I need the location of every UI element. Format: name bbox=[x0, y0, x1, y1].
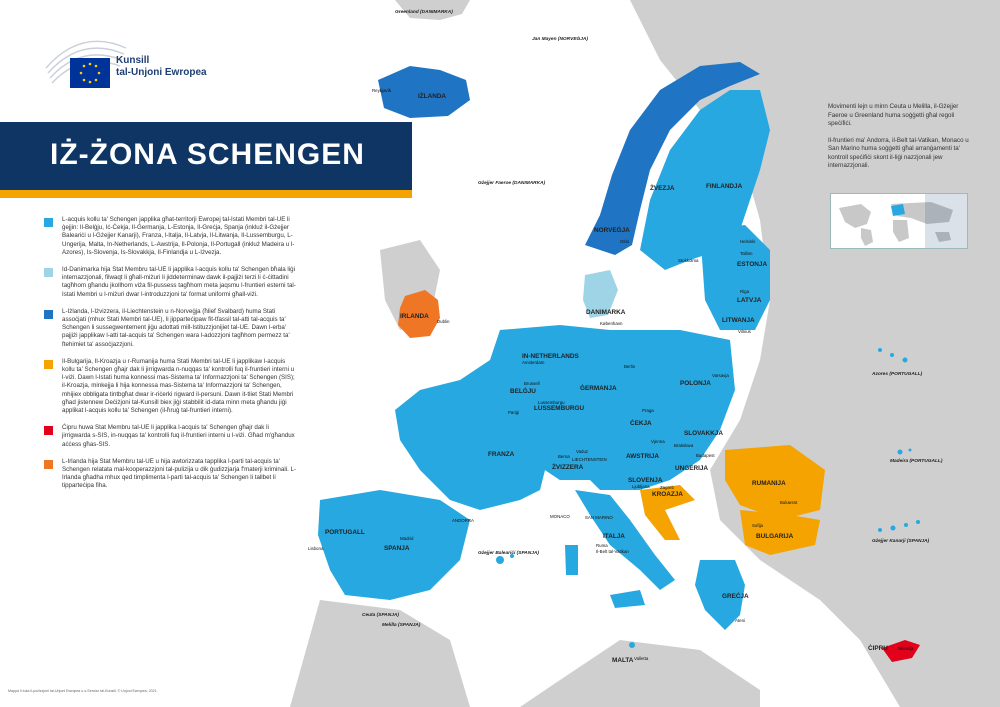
capital-madrid: Madrid bbox=[400, 536, 414, 541]
territory-melilla: Melilla (SPANJA) bbox=[382, 623, 421, 628]
territory-baleares: Gżejjer Baleariċi (SPANJA) bbox=[478, 551, 539, 556]
territory-faeroe: Gżejjer Faeroe (DANIMARKA) bbox=[478, 181, 546, 186]
label-sweden: ŻVEZJA bbox=[650, 185, 675, 192]
inset-europe-highlight bbox=[891, 204, 905, 216]
capital-oslo: Oslo bbox=[620, 239, 630, 244]
capital-vienna: Vjenna bbox=[651, 439, 665, 444]
capital-prague: Praga bbox=[642, 408, 654, 413]
territory-greenland: Greenland (DANIMARKA) bbox=[395, 10, 453, 15]
territory-canaries: Gżejjer Kanarji (SPANJA) bbox=[872, 539, 930, 544]
territory-madeira: Madeira (PORTUGALL) bbox=[890, 459, 943, 464]
capital-helsinki: Helsinki bbox=[740, 239, 756, 244]
label-belgium: BELĠJU bbox=[510, 388, 536, 395]
org-line-2: tal-Unjoni Ewropea bbox=[116, 67, 207, 78]
title-accent bbox=[0, 190, 412, 198]
label-czechia: ĊEKJA bbox=[630, 420, 652, 427]
label-luxembourg: LUSSEMBURGU bbox=[534, 405, 585, 412]
sicily-shape bbox=[610, 590, 645, 608]
legend-swatch bbox=[44, 460, 53, 469]
label-vatican: Il-Belt tal-Vatikan bbox=[596, 549, 629, 554]
capital-bucharest: Bukarest bbox=[780, 500, 798, 505]
capital-nicosia: Nikosija bbox=[898, 646, 914, 651]
label-germany: ĠERMANJA bbox=[580, 385, 617, 392]
capital-amsterdam: Amsterdam bbox=[522, 360, 545, 365]
label-monaco: MONACO bbox=[550, 514, 570, 519]
label-andorra: ANDORRA bbox=[452, 518, 474, 523]
capital-vaduz: Vaduz bbox=[576, 449, 589, 454]
baleares-island bbox=[496, 556, 504, 564]
capital-tallinn: Tallinn bbox=[740, 251, 753, 256]
capital-berlin: Berlin bbox=[624, 364, 636, 369]
legend-swatch bbox=[44, 360, 53, 369]
capital-dublin: Dublin bbox=[437, 319, 450, 324]
label-netherlands: IN-NETHERLANDS bbox=[522, 353, 579, 360]
legend-swatch bbox=[44, 268, 53, 277]
label-hungary: UNGERIJA bbox=[675, 465, 709, 472]
capital-paris: Pariġi bbox=[508, 410, 520, 415]
capital-sofia: Sofija bbox=[752, 523, 763, 528]
label-italy: ITALJA bbox=[603, 533, 625, 540]
side-notes bbox=[828, 103, 978, 179]
legend-item-partial bbox=[40, 358, 296, 415]
capital-warsaw: Varsavja bbox=[712, 373, 729, 378]
capital-lisbon: Lisbona bbox=[308, 546, 324, 551]
label-greece: GREĊJA bbox=[722, 593, 749, 600]
legend-item-associated bbox=[40, 308, 296, 349]
label-malta: MALTA bbox=[612, 657, 634, 664]
page-title: IŻ-ŻONA SCHENGEN bbox=[50, 138, 365, 171]
capital-copenhagen: København bbox=[600, 321, 623, 326]
capital-bern: Berna bbox=[558, 454, 570, 459]
label-latvia: LATVJA bbox=[737, 297, 762, 304]
org-name bbox=[116, 55, 236, 79]
label-spain: SPANJA bbox=[384, 545, 410, 552]
malta-shape bbox=[629, 642, 635, 648]
legend-item-ireland bbox=[40, 458, 296, 491]
legend-text: L-acquis kollu ta' Schengen japplika għat-territorji Ewropej tal-Istati Membri tal-UE li ġejjin: Il-Belġju, Iċ-Ċekja, Il-Ġermanja, L-Estonja, Il-Greċja, Spanja (inkluż il-Gżejjer Baleariċi u l-Gżejjer Kanarji), Franza, l-Italja, Il-Latvja, Il-Litwanja, Il-Lussemburgu, L-Ungerija, Malta, In-Netherlands, L-Awstrija, Il-Polonja, Il-Portugall (inkluż Madeira u l-Azores), Is-Slovenja, Is-Slovakkja, Il-Finlandja u L-Iżvezja. bbox=[62, 216, 295, 256]
territory-azores: Azores (PORTUGALL) bbox=[872, 372, 923, 377]
org-line-1: Kunsill bbox=[116, 55, 150, 66]
label-romania: RUMANIJA bbox=[752, 480, 786, 487]
legend-text: Id-Danimarka hija Stat Membru tal-UE li japplika l-acquis kollu ta' Schengen bħala liġi internazzjonali, filwaqt li għall-miżuri li jiddeterminaw dawk il-pajjiżi terzi li ċ-ċittadini tagħhom għandu jkollhom viża fil-pussess tagħhom meta jaqsmu l-fruntieri esterni tal-Istati Membri u l-miżuri dwar l-introduzzjoni ta' format uniformi għall-viżi. bbox=[62, 266, 296, 298]
capital-budapest: Budapest bbox=[696, 453, 715, 458]
sardinia-shape bbox=[565, 545, 578, 575]
label-liechtenstein: LIECHTENSTEIN bbox=[572, 457, 607, 462]
capital-luxembourg: Lussemburgu bbox=[538, 400, 565, 405]
capital-vilnius: Vilnius bbox=[738, 329, 751, 334]
legend-item-schengen bbox=[40, 216, 296, 257]
capital-zagreb: Zagreb bbox=[660, 485, 674, 490]
label-san-marino: SAN MARINO bbox=[585, 515, 613, 520]
baltics-shape bbox=[700, 225, 770, 330]
capital-riga: Riga bbox=[740, 289, 750, 294]
label-ireland: IRLANDA bbox=[400, 313, 429, 320]
canary-island bbox=[878, 528, 882, 532]
label-poland: POLONJA bbox=[680, 380, 711, 387]
capital-athens: Ateni bbox=[735, 618, 746, 623]
legend-text: L-Irlanda hija Stat Membru tal-UE u hija awtorizzata tapplika l-parti tal-acquis ta' Schengen relatata mal-kooperazzjoni tal-pulizija u dik ġudizzjarja f'materji kriminali. L-Irlanda għadha mhux qed timplimenta l-parti tal-acquis ta' Schengen li tallbet li tipparteċipa fiha. bbox=[62, 457, 297, 490]
world-inset-map bbox=[830, 193, 968, 249]
label-lithuania: LITWANJA bbox=[722, 317, 755, 324]
territory-ceuta: Ceuta (SPANJA) bbox=[362, 613, 399, 618]
legend-swatch bbox=[44, 426, 53, 435]
legend-swatch bbox=[44, 310, 53, 319]
label-slovenia: SLOVENJA bbox=[628, 477, 663, 484]
capital-reykjavik: Reykjavík bbox=[372, 88, 392, 93]
label-slovakia: SLOVAKKJA bbox=[684, 430, 723, 437]
capital-bratislava: Bratislava bbox=[674, 443, 694, 448]
label-portugal: PORTUGALL bbox=[325, 529, 365, 536]
legend-text: Ċipru huwa Stat Membru tal-UE li japplika l-acquis ta' Schengen għajr dak li jirrigwarda s-SIS, in-nuqqas ta' kontrolli fuq il-fruntieri interni u l-viżi. Għad m'għandux aċċess għas-SIS. bbox=[62, 424, 295, 448]
capital-brussels: Brussell bbox=[524, 381, 540, 386]
label-norway: NORVEĠJA bbox=[594, 227, 630, 234]
capital-valletta: Valletta bbox=[634, 656, 649, 661]
capital-ljubljana: Ljubljana bbox=[632, 484, 650, 489]
label-cyprus: ĊIPRU bbox=[868, 645, 888, 652]
legend-text: L-Iżlanda, l-Iżvizzera, il-Liechtenstein u n-Norveġja (ħlief Svalbard) huma Stati assoċjati (mhux Stati Membri tal-UE), li jipparteċipaw fit-tfassil tal-atti tal-acquis ta' Schengen li sussegwentement jiġu adottati mill-Istituzzjonijiet tal-UE. Dawn l-erba' pajjiżi japplikaw l-atti tal-acquis ta' Schengen wara l-adozzjoni tagħhom permezz ta' ftehimiet ta' assoċjazzjoni. bbox=[62, 307, 290, 348]
label-denmark: DANIMARKA bbox=[586, 309, 626, 316]
legend-item-denmark bbox=[40, 266, 296, 299]
iceland-shape bbox=[378, 66, 470, 118]
note-ceuta-melilla: Movimenti lejn u minn Ceuta u Melilla, il-Gżejjer Faeroe u Greenland huma soġġetti għal regoli speċifiċi. bbox=[828, 103, 959, 127]
eu-flag-icon bbox=[70, 58, 110, 88]
label-switzerland: ŻVIZZERA bbox=[552, 464, 584, 471]
azores-island bbox=[878, 348, 882, 352]
legend bbox=[40, 216, 296, 500]
madeira-island bbox=[898, 450, 903, 455]
label-croatia: KROAZJA bbox=[652, 491, 683, 498]
label-finland: FINLANDJA bbox=[706, 183, 743, 190]
label-iceland: IŻLANDA bbox=[418, 93, 447, 100]
note-microstates: Il-fruntieri ma' Andorra, il-Belt tal-Vatikan, Monaco u San Marino huma soġġetti għal arranġamenti ta' kontroll speċifiċi skont il-liġi nazzjonali jew internazzjonali. bbox=[828, 136, 969, 169]
capital-stockholm: Stokkolma bbox=[678, 258, 699, 263]
territory-jan-mayen: Jan Mayen (NORVEĠJA) bbox=[532, 37, 588, 42]
footer-credits: Mappa li tuża il-pożizzjoni tal-Unjoni Ewropea u s-Servizz tal-Kunsill. © Unjoni Ewropea, 2021. bbox=[8, 689, 158, 693]
label-france: FRANZA bbox=[488, 451, 515, 458]
legend-text: Il-Bulgarija, Il-Kroazja u r-Rumanija huma Stati Membri tal-UE li japplikaw l-acquis kollu ta' Schengen għajr dak li jirrigwarda n-nuqqas ta' kontrolli fuq il-fruntieri interni u l-viżi. Dawn l-Istati huma konnessi mas-Sistema ta' Informazzjoni ta' Schengen (SIS); il-Kroazja, minkejja li hija konnessa mas-Sistema ta' Informazzjoni ta' Schengen, mhijiex obbligata tintbgħat dwar ir-riċerki rigward il-persuni. Dawn it-tliet Stati Membri għad jistennew Deċiżjoni tal-Kunsill biex jiġi stabbilit id-data minn meta għandu jiġi applikat l-acquis kollu ta' Schengen (il-ħruġ tal-fruntieri interni). bbox=[62, 357, 295, 415]
label-bulgaria: BULGARIJA bbox=[756, 533, 794, 540]
legend-swatch bbox=[44, 218, 53, 227]
legend-item-cyprus bbox=[40, 424, 296, 449]
label-estonia: ESTONJA bbox=[737, 261, 768, 268]
label-austria: AWSTRIJA bbox=[626, 453, 660, 460]
capital-rome: Ruma bbox=[596, 543, 608, 548]
